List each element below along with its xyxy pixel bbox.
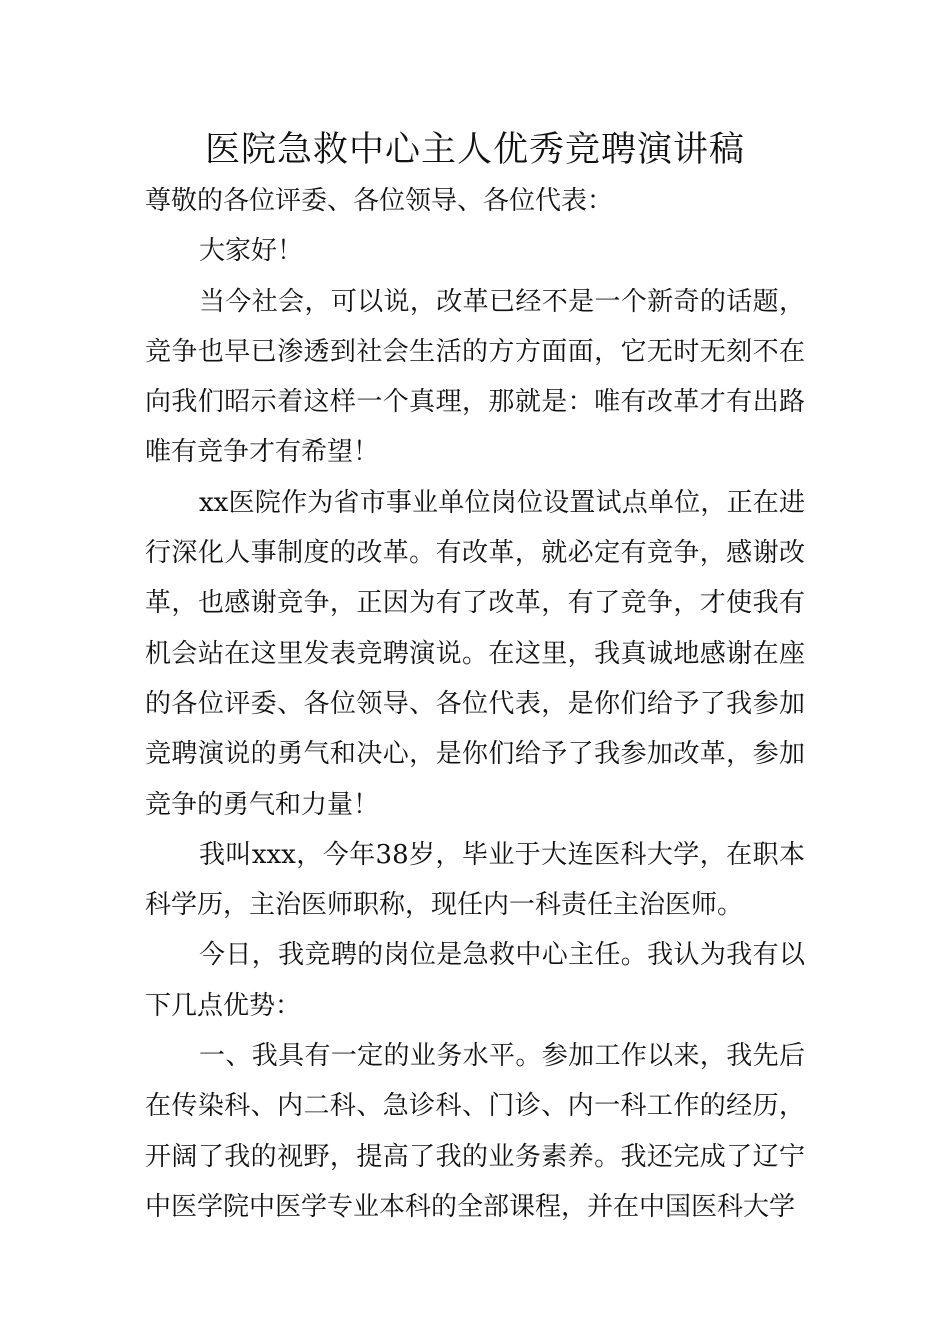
body-paragraph: 我叫xxx，今年38岁，毕业于大连医科大学，在职本科学历，主治医师职称，现任内一科责任主治医师。 <box>145 839 805 921</box>
body-paragraph: 一、我具有一定的业务水平。参加工作以来，我先后在传染科、内二科、急诊科、门诊、内一科工作的经历，开阔了我的视野，提高了我的业务素养。我还完成了辽宁中医学院中医学专业本科的全部课程，并在中国医科大学 <box>145 1041 805 1222</box>
body-paragraph: 当今社会，可以说，改革已经不是一个新奇的话题，竞争也早已渗透到社会生活的方方面面，它无时无刻不在向我们昭示着这样一个真理，那就是：唯有改革才有出路唯有竞争才有希望！ <box>145 286 805 468</box>
document-body <box>145 176 805 1232</box>
body-paragraph: xx医院作为省市事业单位岗位设置试点单位，正在进行深化人事制度的改革。有改革，就必定有竞争，感谢改革，也感谢竞争，正因为有了改革，有了竞争，才使我有机会站在这里发表竞聘演说。在这里，我真诚地感谢在座的各位评委、各位领导、各位代表，是你们给予了我参加竞聘演说的勇气和决心，是你们给予了我参加改革，参加竞争的勇气和力量！ <box>145 487 805 820</box>
greeting-paragraph: 大家好！ <box>199 236 304 267</box>
body-paragraph: 今日，我竞聘的岗位是急救中心主任。我认为我有以下几点优势： <box>145 940 805 1021</box>
salutation-paragraph: 尊敬的各位评委、各位领导、各位代表： <box>145 186 614 216</box>
document-title: 医院急救中心主人优秀竞聘演讲稿 <box>204 130 745 170</box>
